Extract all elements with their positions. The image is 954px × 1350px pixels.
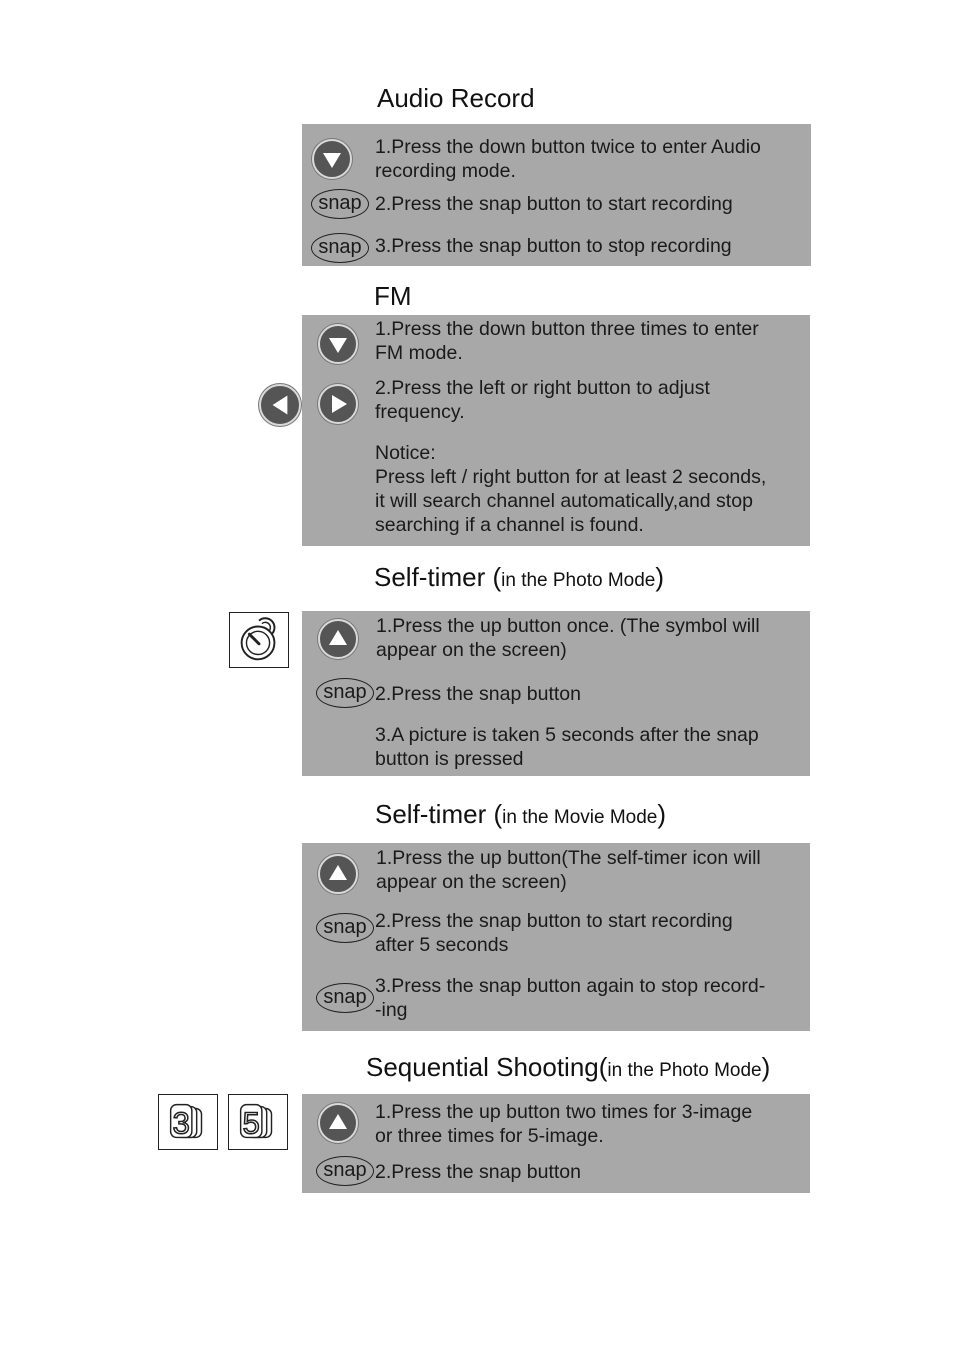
audio-step-2: 2.Press the snap button to start recording: [375, 193, 733, 215]
self-timer-movie-heading: [375, 799, 666, 830]
snap-button-icon: snap: [316, 913, 374, 943]
heading-end: ): [761, 1052, 771, 1082]
fm-step-2: 2.Press the left or right button to adjust: [375, 377, 710, 399]
self-timer-photo-step-1-cont: appear on the screen): [376, 639, 567, 661]
fm-step-1: 1.Press the down button three times to enter: [375, 318, 759, 340]
left-button-icon: [259, 384, 301, 426]
fm-step-1-cont: FM mode.: [375, 342, 463, 364]
heading-sub: in the Movie Mode: [502, 807, 658, 828]
audio-record-heading: Audio Record: [377, 83, 535, 113]
down-button-icon: [318, 324, 358, 364]
self-timer-movie-step-1-cont: appear on the screen): [376, 871, 567, 893]
heading-sub: in the Photo Mode: [501, 570, 656, 591]
self-timer-movie-step-1: 1.Press the up button(The self-timer icon will: [376, 847, 761, 869]
burst-3-label: 3: [172, 1105, 190, 1141]
sequential-shooting-heading: [366, 1052, 770, 1083]
fm-heading: FM: [374, 281, 412, 311]
down-button-icon: [312, 139, 352, 179]
burst-5-icon: [228, 1094, 288, 1150]
audio-step-3: 3.Press the snap button to stop recording: [375, 235, 732, 257]
snap-button-icon: snap: [316, 678, 374, 708]
heading-main: Sequential Shooting(: [366, 1052, 608, 1082]
sequential-step-1: 1.Press the up button two times for 3-image: [375, 1101, 753, 1123]
audio-step-1: 1.Press the down button twice to enter Audio: [375, 136, 761, 158]
self-timer-photo-step-2: 2.Press the snap button: [375, 683, 581, 705]
up-button-icon: [318, 1103, 358, 1143]
burst-5-label: 5: [242, 1105, 260, 1141]
self-timer-photo-step-3: 3.A picture is taken 5 seconds after the snap: [375, 724, 759, 746]
fm-notice-line-3: searching if a channel is found.: [375, 514, 644, 536]
self-timer-movie-step-2: 2.Press the snap button to start recording: [375, 910, 733, 932]
snap-button-icon: snap: [316, 983, 374, 1013]
heading-end: ): [657, 799, 667, 829]
audio-step-1-cont: recording mode.: [375, 160, 516, 182]
snap-button-icon: snap: [311, 233, 369, 263]
up-button-icon: [318, 619, 358, 659]
snap-button-icon: snap: [316, 1156, 374, 1186]
self-timer-icon: [229, 612, 289, 668]
self-timer-movie-step-3: 3.Press the snap button again to stop record-: [375, 975, 766, 997]
fm-notice-line-2: it will search channel automatically,and stop: [375, 490, 753, 512]
fm-notice-line-1: Press left / right button for at least 2 seconds,: [375, 466, 767, 488]
sequential-step-1-cont: or three times for 5-image.: [375, 1125, 604, 1147]
snap-button-icon: snap: [311, 189, 369, 219]
heading-main: Self-timer (: [374, 562, 502, 592]
fm-notice-label: Notice:: [375, 442, 436, 464]
fm-step-2-cont: frequency.: [375, 401, 465, 423]
burst-3-icon: [158, 1094, 218, 1150]
self-timer-photo-heading: [374, 562, 664, 593]
right-button-icon: [318, 384, 358, 424]
heading-main: Self-timer (: [375, 799, 503, 829]
self-timer-photo-step-1: 1.Press the up button once. (The symbol will: [376, 615, 760, 637]
heading-end: ): [655, 562, 665, 592]
self-timer-movie-step-3-cont: -ing: [375, 999, 408, 1021]
sequential-step-2: 2.Press the snap button: [375, 1161, 581, 1183]
heading-sub: in the Photo Mode: [607, 1060, 762, 1081]
up-button-icon: [318, 854, 358, 894]
self-timer-photo-step-3-cont: button is pressed: [375, 748, 524, 770]
self-timer-movie-step-2-cont: after 5 seconds: [375, 934, 509, 956]
